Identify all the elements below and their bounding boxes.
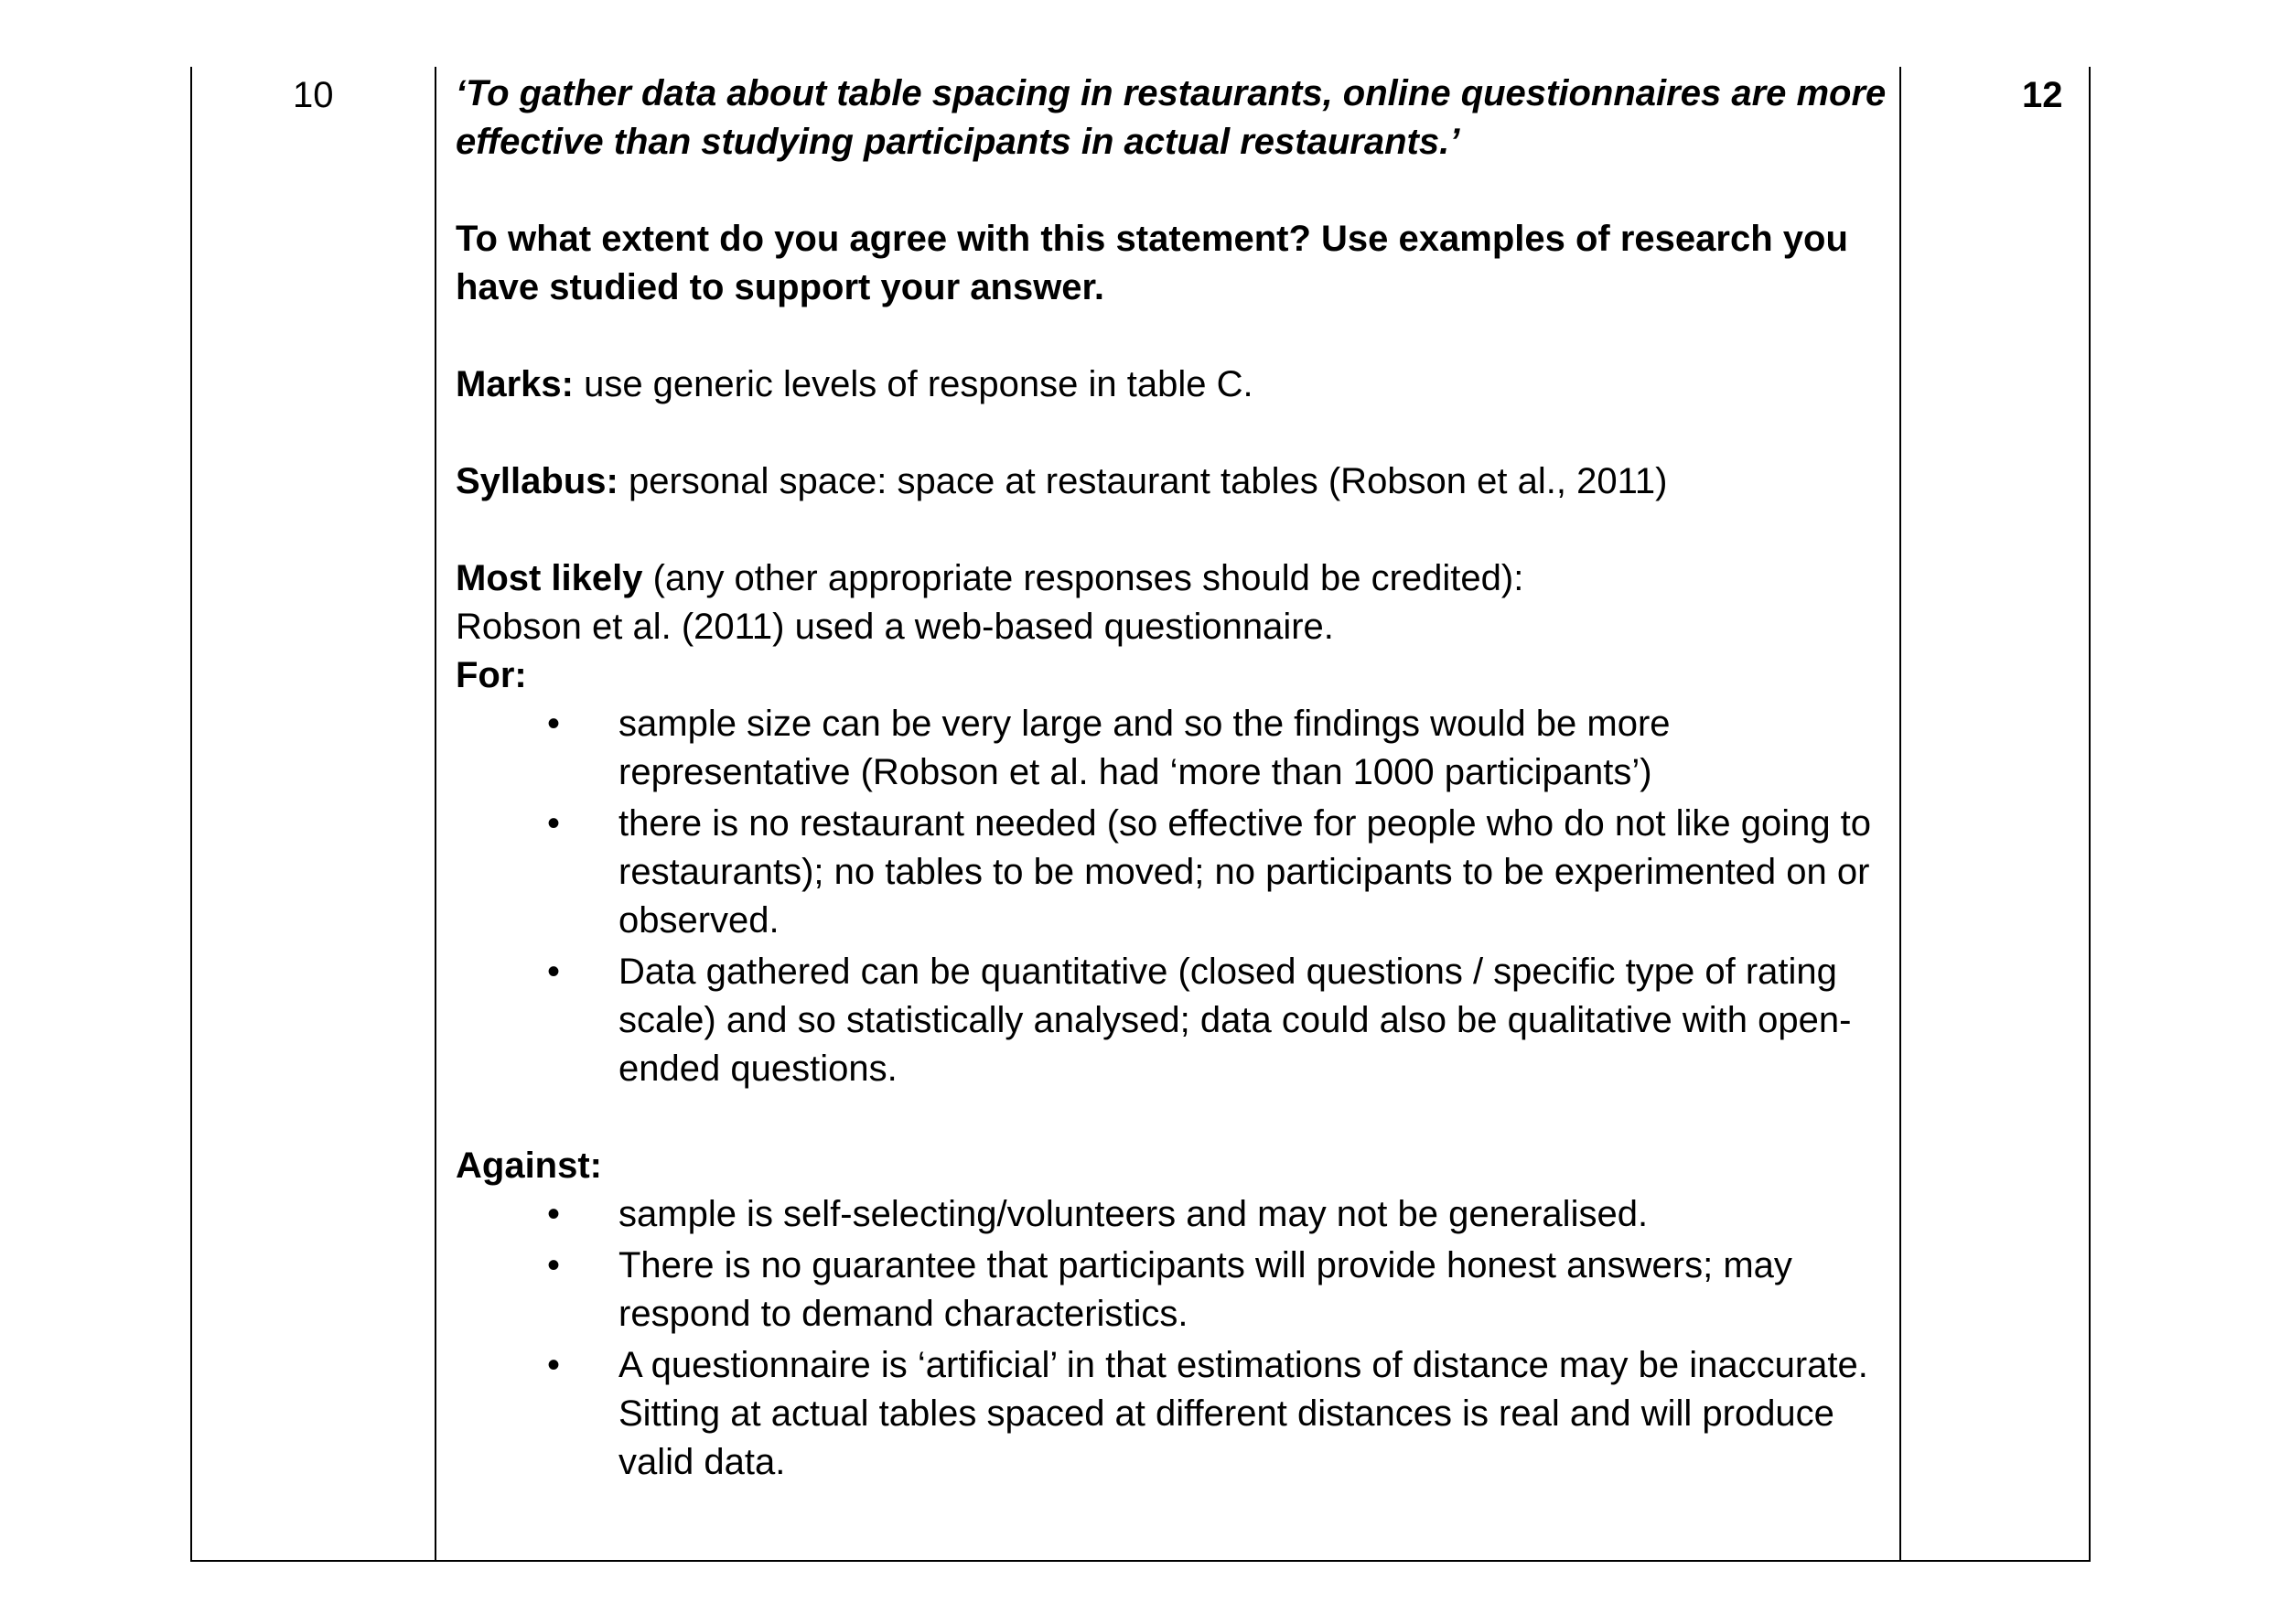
most-likely-text: (any other appropriate responses should be credited): [642,558,1524,598]
most-likely-label: Most likely [456,558,643,598]
table-border-bottom [190,1560,2090,1562]
list-item-text: A questionnaire is ‘artificial’ in that estimations of distance may be inaccurate. Sitting at actual tables spaced at different distances is real and will produce valid data. [618,1345,1868,1482]
list-item-text: sample is self-selecting/volunteers and may not be generalised. [618,1194,1649,1234]
most-likely-line [456,554,1892,603]
bullet-icon: • [546,803,560,844]
question-marks: 12 [2022,75,2063,115]
list-item-text: There is no guarantee that participants will provide honest answers; may respond to demand characteristics. [618,1245,1792,1334]
list-item [456,700,1892,797]
list-item [456,800,1892,945]
bullet-icon: • [546,1194,560,1234]
table-border-left [190,67,192,1562]
bullet-icon: • [546,1245,560,1285]
syllabus-label: Syllabus: [456,461,618,501]
for-list [456,700,1892,1093]
bullet-icon: • [546,704,560,744]
question-prompt: To what extent do you agree with this statement? Use examples of research you have studied to support your answer. [456,219,1848,307]
bullet-icon: • [546,1345,560,1385]
list-item [456,948,1892,1093]
table-divider-marks [1899,67,1901,1562]
list-item [456,1190,1892,1239]
question-statement: ‘To gather data about table spacing in restaurants, online questionnaires are more effective than studying participants in actual restaurants.’ [456,73,1887,162]
syllabus-text: personal space: space at restaurant tables (Robson et al., 2011) [618,461,1668,501]
table-border-right [2089,67,2091,1562]
list-item [456,1341,1892,1487]
list-item-text: sample size can be very large and so the findings would be more representative (Robson et al. had ‘more than 1000 participants’) [618,704,1671,792]
against-list [456,1190,1892,1487]
list-item [456,1242,1892,1339]
list-item-text: Data gathered can be quantitative (closed questions / specific type of rating scale) and so statistically analysed; data could also be qualitative with open-ended questions. [618,952,1852,1089]
bullet-icon: • [546,952,560,992]
list-item-text: there is no restaurant needed (so effective for people who do not like going to restaurants); no tables to be moved; no participants to be experimented on or observed. [618,803,1872,941]
for-heading: For: [456,655,527,695]
table-divider-question [435,67,436,1562]
against-heading: Against: [456,1145,602,1186]
marks-label: Marks: [456,364,574,404]
question-number: 10 [293,75,334,115]
marks-text: use generic levels of response in table C. [573,364,1253,404]
most-likely-intro: Robson et al. (2011) used a web-based questionnaire. [456,607,1334,647]
syllabus-line [456,457,1892,506]
marks-line [456,360,1892,409]
answer-content [456,70,1892,1490]
